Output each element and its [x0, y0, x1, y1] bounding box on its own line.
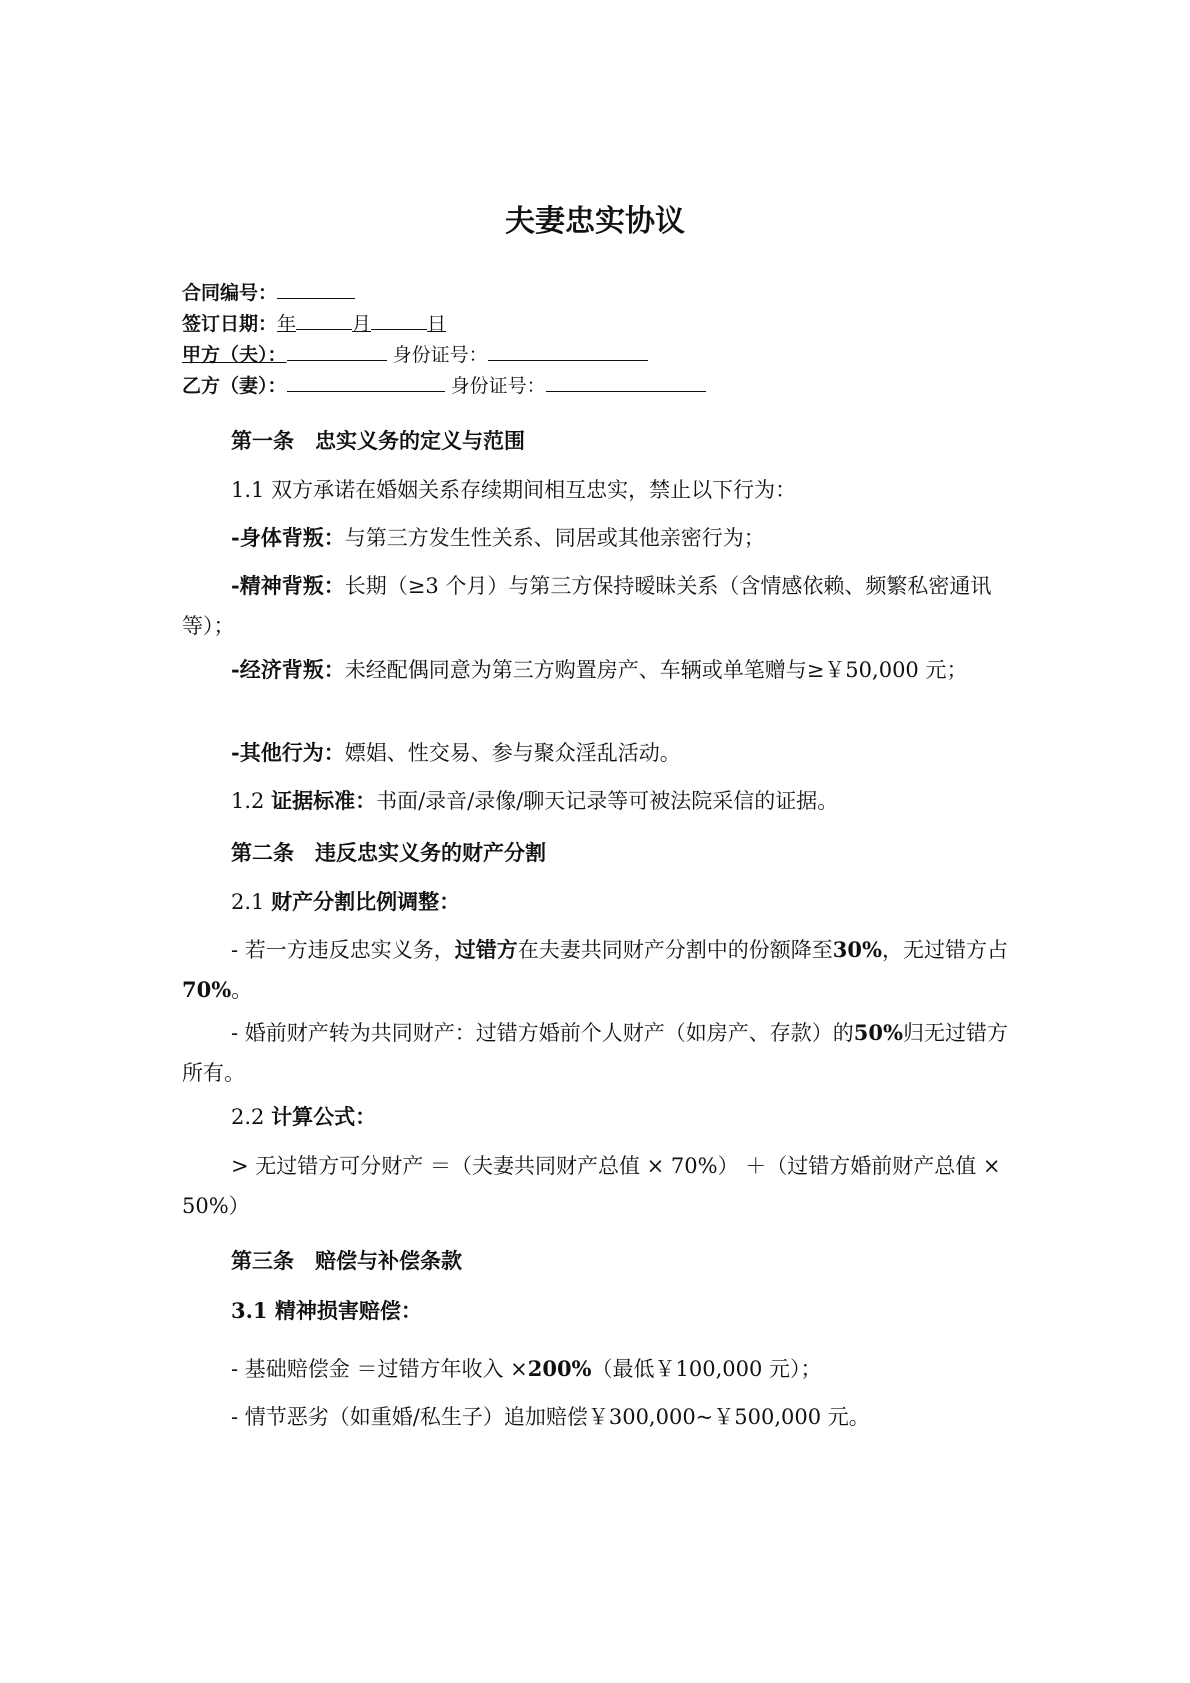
base-compensation-text-a: - 基础赔偿金 ＝过错方年收入 × [231, 1357, 528, 1381]
clause-1-1: 1.1 双方承诺在婚姻关系存续期间相互忠实，禁止以下行为： [231, 478, 797, 502]
mental-betrayal-item [182, 566, 1022, 646]
month-text: 月 [352, 313, 372, 335]
economic-betrayal-item [182, 650, 1022, 690]
clause-2-2-number: 2.2 [231, 1105, 272, 1129]
physical-betrayal-text: 与第三方发生性关系、同居或其他亲密行为； [344, 526, 765, 550]
physical-betrayal-label: -身体背叛： [231, 525, 345, 550]
clause-3-1: 3.1 精神损害赔偿： [231, 1298, 422, 1323]
base-compensation-text-c: （最低￥100,000 元）； [591, 1357, 822, 1381]
party-a-row [182, 340, 648, 371]
sign-date-label: 签订日期： [182, 313, 278, 335]
premarital-property-item [182, 1013, 1022, 1093]
party-a-id-label: 身份证号： [392, 344, 488, 366]
compensation-multiplier: 200% [527, 1356, 592, 1381]
clause-2-2 [182, 1097, 1022, 1137]
party-b-label: 乙方（妻）： [182, 375, 287, 397]
day-text: 日 [427, 313, 447, 335]
other-behavior-text: 嫖娼、性交易、参与聚众淫乱活动。 [344, 741, 681, 765]
ratio-rule-text-c: 在夫妻共同财产分割中的份额降至 [517, 938, 833, 962]
clause-2-1 [182, 882, 1022, 922]
premarital-share: 50% [853, 1020, 903, 1045]
clause-2-1-number: 2.1 [231, 890, 272, 914]
economic-betrayal-text: 未经配偶同意为第三方购置房产、车辆或单笔赠与≥￥50,000 元； [344, 658, 968, 682]
contract-number-blank [277, 278, 355, 299]
party-b-id-label: 身份证号： [450, 375, 546, 397]
ratio-adjustment-label: 财产分割比例调整： [271, 889, 461, 914]
day-blank [371, 309, 427, 330]
month-blank [296, 309, 352, 330]
contract-number-row [182, 278, 355, 309]
formula-text: > 无过错方可分财产 ＝（夫妻共同财产总值 × 70%） ＋（过错方婚前财产总值 × 50%） [182, 1154, 1001, 1218]
sign-date-row [182, 309, 446, 340]
article-2-heading: 第二条 违反忠实义务的财产分割 [231, 840, 546, 865]
innocent-share: 70% [182, 977, 232, 1002]
document-title: 夫妻忠实协议 [505, 204, 685, 239]
party-a-name-blank [287, 340, 387, 361]
base-compensation-item [182, 1349, 1022, 1389]
contract-number-label: 合同编号： [182, 282, 278, 304]
article-1-heading: 第一条 忠实义务的定义与范围 [231, 428, 525, 453]
ratio-rule-text-e: ，无过错方占 [881, 938, 1008, 962]
party-b-name-blank [287, 371, 445, 392]
clause-1-2 [182, 781, 1022, 821]
clause-1-2-number: 1.2 [231, 789, 272, 813]
party-a-id-blank [488, 340, 648, 361]
other-behavior-item [182, 733, 1022, 773]
premarital-text-a: - 婚前财产转为共同财产：过错方婚前个人财产（如房产、存款）的 [231, 1021, 854, 1045]
evidence-standard-label: 证据标准： [271, 788, 377, 813]
other-behavior-label: -其他行为： [231, 740, 345, 765]
economic-betrayal-label: -经济背叛： [231, 657, 345, 682]
premarital-text-c: 归无过错方所有。 [182, 1021, 1008, 1085]
mental-betrayal-text: 长期（≥3 个月）与第三方保持暧昧关系（含情感依赖、频繁私密通讯等）； [182, 574, 992, 638]
at-fault-share: 30% [832, 937, 882, 962]
evidence-standard-text: 书面/录音/录像/聊天记录等可被法院采信的证据。 [376, 789, 839, 813]
additional-compensation-item: - 情节恶劣（如重婚/私生子）追加赔偿￥300,000~￥500,000 元。 [231, 1405, 870, 1429]
ratio-rule-item [182, 930, 1022, 1010]
ratio-rule-text-g: 。 [231, 978, 253, 1002]
party-a-label: 甲方（夫）： [182, 344, 287, 366]
year-text: 年 [277, 313, 297, 335]
mental-betrayal-label: -精神背叛： [231, 573, 345, 598]
ratio-rule-text-a: - 若一方违反忠实义务， [231, 938, 455, 962]
at-fault-party-term: 过错方 [454, 937, 518, 962]
article-3-heading: 第三条 赔偿与补偿条款 [231, 1248, 462, 1273]
physical-betrayal-item [182, 518, 1022, 558]
formula-label: 计算公式： [271, 1104, 377, 1129]
party-b-id-blank [546, 371, 706, 392]
party-b-row [182, 371, 706, 402]
